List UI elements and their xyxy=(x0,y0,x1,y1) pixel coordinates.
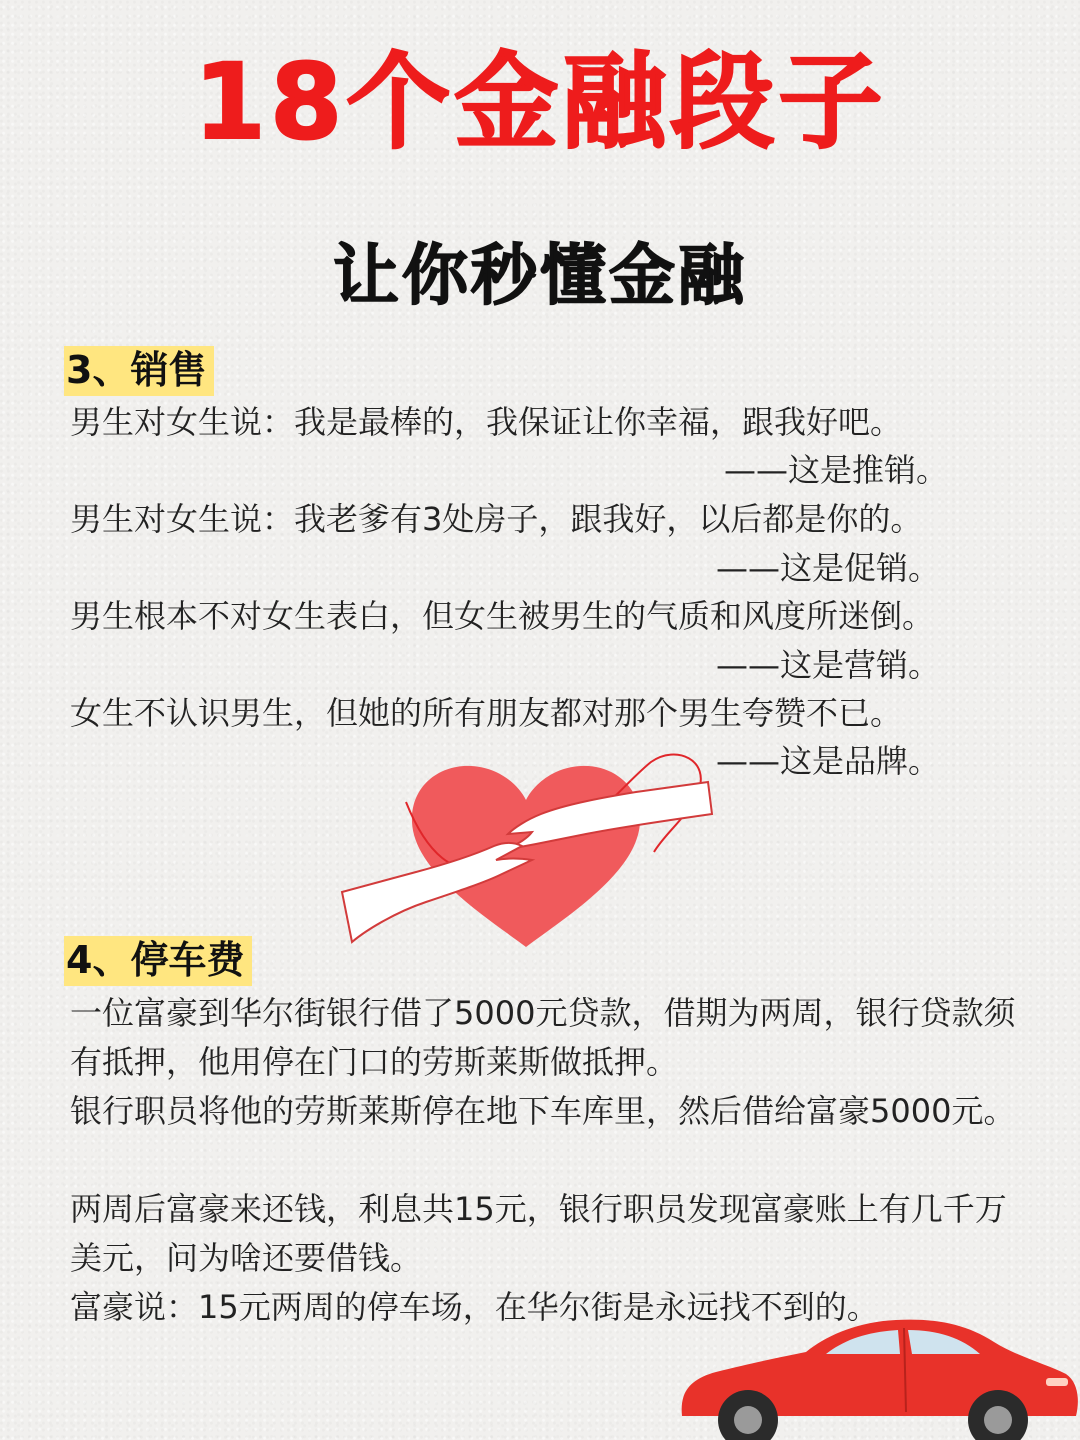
section-3-tag: 3、销售 xyxy=(64,346,214,396)
heart-hands-icon xyxy=(336,742,716,952)
red-car-icon xyxy=(676,1316,1080,1440)
section-3-attribution-4: ——这是品牌。 xyxy=(715,742,940,780)
section-3-attribution-1: ——这是推销。 xyxy=(723,451,948,489)
section-3-attribution-3: ——这是营销。 xyxy=(715,646,940,684)
section-4-paragraph-3: 两周后富豪来还钱，利息共15元，银行职员发现富豪账上有几千万美元，问为啥还要借钱。 xyxy=(70,1190,1007,1277)
page-subtitle: 让你秒懂金融 xyxy=(333,237,747,314)
section-4-paragraph-2: 银行职员将他的劳斯莱斯停在地下车库里，然后借给富豪5000元。 xyxy=(70,1092,1016,1130)
section-3-line-4: 女生不认识男生，但她的所有朋友都对那个男生夸赞不已。 xyxy=(70,694,903,732)
section-3-line-1: 男生对女生说：我是最棒的，我保证让你幸福，跟我好吧。 xyxy=(70,403,903,441)
section-3-line-2: 男生对女生说：我老爹有3处房子，跟我好，以后都是你的。 xyxy=(70,500,923,538)
page-title: 18个金融段子 xyxy=(193,41,887,163)
section-4-tag: 4、停车费 xyxy=(64,936,252,986)
section-4-paragraph-4: 富豪说：15元两周的停车场，在华尔街是永远找不到的。 xyxy=(70,1288,879,1326)
section-3-attribution-2: ——这是促销。 xyxy=(715,549,940,587)
section-4-paragraph-1: 一位富豪到华尔街银行借了5000元贷款，借期为两周，银行贷款须有抵押，他用停在门口的劳斯莱斯做抵押。 xyxy=(70,994,1016,1081)
section-3-line-3: 男生根本不对女生表白，但女生被男生的气质和风度所迷倒。 xyxy=(70,597,935,635)
